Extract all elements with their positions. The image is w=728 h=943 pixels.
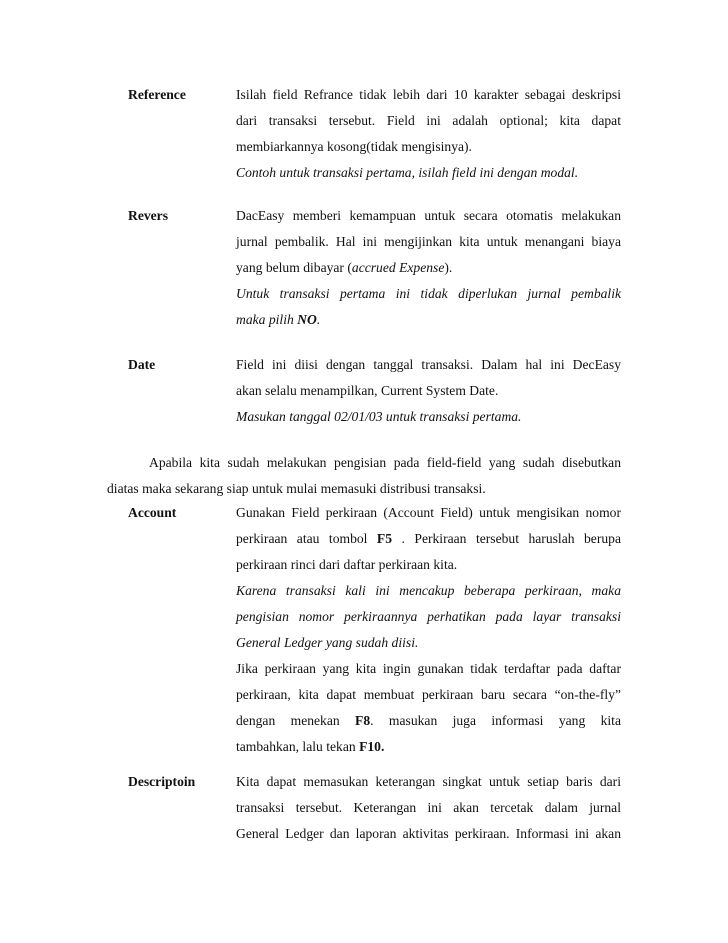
definition-line: akan selalu menampilkan, Current System Date. [236, 383, 499, 398]
definition-line: dari transaksi tersebut. Field ini adalah optional; kita dapat [236, 113, 621, 128]
definition-line: Isilah field Refrance tidak lebih dari 10 karakter sebagai deskripsi [236, 87, 621, 102]
bold-keyword: NO [297, 312, 317, 327]
definition-description [236, 769, 621, 847]
text-run: dengan menekan [236, 713, 356, 728]
example-line: Masukan tanggal 02/01/03 untuk transaksi pertama. [236, 409, 522, 424]
definition-revers [236, 203, 621, 333]
text-run: . masukan juga informasi yang kita [370, 713, 621, 728]
italic-term: accrued Expense [351, 260, 445, 275]
example-line [236, 307, 621, 333]
text-run: tambahkan, lalu tekan [236, 739, 360, 754]
intro-paragraph [107, 450, 621, 502]
definition-line: transaksi tersebut. Keterangan ini akan tercetak dalam jurnal [236, 800, 621, 815]
definition-line [236, 255, 621, 281]
example-line: Karena transaksi kali ini mencakup beberapa perkiraan, maka [236, 583, 621, 598]
example-line: General Ledger yang sudah diisi. [236, 635, 419, 650]
definition-line: General Ledger dan laporan aktivitas perkiraan. Informasi ini akan [236, 826, 621, 841]
definition-line: Kita dapat memasukan keterangan singkat untuk setiap baris dari [236, 774, 621, 789]
definition-reference [236, 82, 621, 186]
text-run: . [316, 312, 321, 327]
term-account: Account [128, 505, 177, 520]
bold-keyword: F10. [359, 739, 385, 754]
term-date: Date [128, 357, 156, 372]
paragraph-line: diatas maka sekarang siap untuk mulai memasuki distribusi transaksi. [107, 481, 486, 496]
definition-line: jurnal pembalik. Hal ini mengijinkan kita untuk menangani biaya [236, 234, 621, 249]
definition-line [236, 734, 621, 760]
term-reference: Reference [128, 87, 186, 102]
example-line: Untuk transaksi pertama ini tidak diperlukan jurnal pembalik [236, 286, 621, 301]
definition-line: perkiraan, kita dapat membuat perkiraan baru secara “on-the-fly” [236, 687, 621, 702]
text-run: perkiraan atau tombol [236, 531, 377, 546]
paragraph-line: Apabila kita sudah melakukan pengisian pada field-field yang sudah disebutkan [149, 455, 621, 470]
definition-date [236, 352, 621, 430]
definition-line [236, 526, 621, 552]
example-line: Contoh untuk transaksi pertama, isilah field ini dengan modal. [236, 165, 579, 180]
text-run: maka pilih [236, 312, 298, 327]
definition-line: membiarkannya kosong(tidak mengisinya). [236, 139, 472, 154]
text-run: ). [444, 260, 453, 275]
definition-line: Jika perkiraan yang kita ingin gunakan tidak terdaftar pada daftar [236, 661, 621, 676]
bold-keyword: F8 [355, 713, 371, 728]
text-run: . Perkiraan tersebut haruslah berupa [392, 531, 621, 546]
term-revers: Revers [128, 208, 169, 223]
definition-line: Gunakan Field perkiraan (Account Field) untuk mengisikan nomor [236, 505, 621, 520]
definition-line: perkiraan rinci dari daftar perkiraan kita. [236, 557, 458, 572]
text-run: yang belum dibayar ( [236, 260, 352, 275]
definition-line: DacEasy memberi kemampuan untuk secara otomatis melakukan [236, 208, 621, 223]
definition-line: Field ini diisi dengan tanggal transaksi. Dalam hal ini DecEasy [236, 357, 621, 372]
term-description: Descriptoin [128, 774, 196, 789]
definition-account [236, 500, 621, 760]
bold-keyword: F5 [376, 531, 393, 546]
example-line: pengisian nomor perkiraannya perhatikan pada layar transaksi [236, 609, 621, 624]
definition-line [236, 708, 621, 734]
